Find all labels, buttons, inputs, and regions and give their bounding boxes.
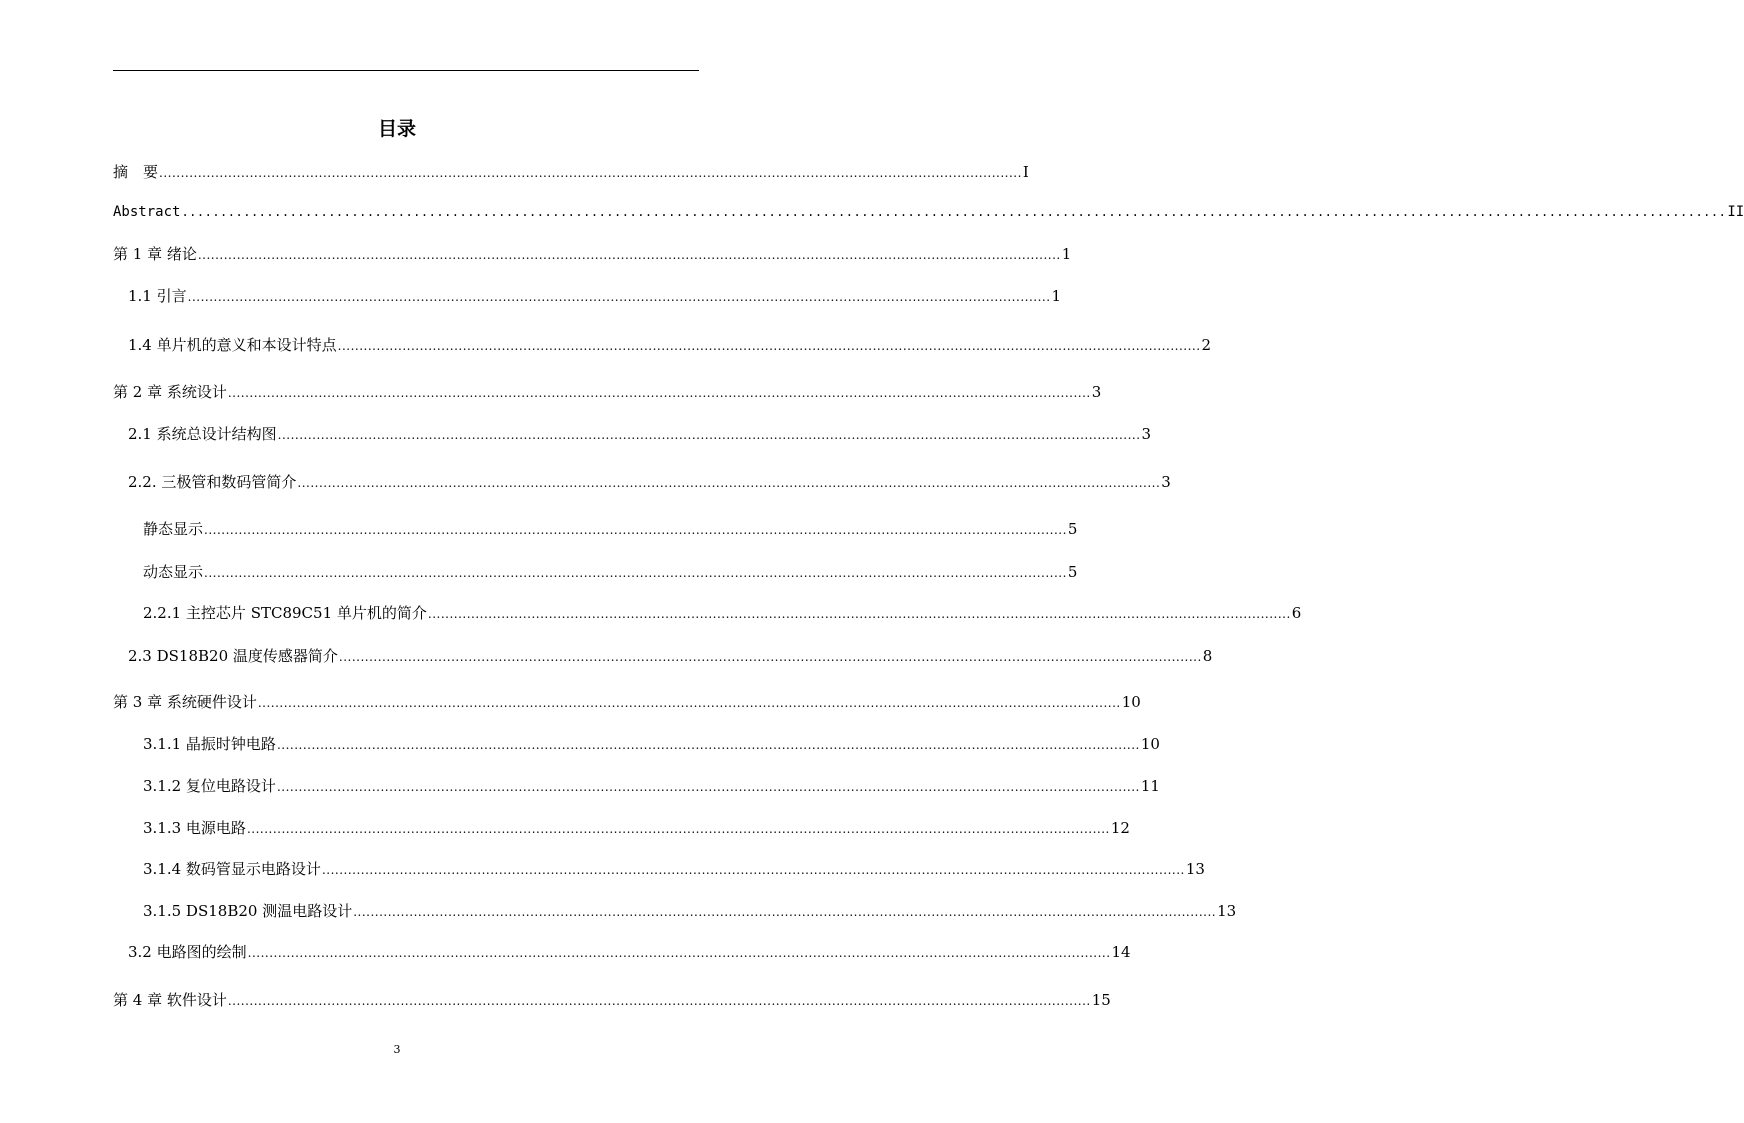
toc-entry-label: 动态显示 <box>143 563 204 581</box>
toc-entry-page: II <box>1727 204 1744 220</box>
toc-entry[interactable] <box>143 817 1130 839</box>
toc-entry[interactable] <box>113 243 1072 265</box>
toc-entry[interactable] <box>128 334 1212 356</box>
toc-entry-label: 2.3 DS18B20 温度传感器简介 <box>128 647 338 665</box>
toc-leader-dots: ........................................................................................................................................................................................................ <box>338 650 1202 664</box>
toc-entry[interactable] <box>128 471 1171 493</box>
toc-entry[interactable] <box>143 733 1160 755</box>
toc-leader-dots: ........................................................................................................................................................................................................ <box>427 607 1291 621</box>
toc-leader-dots: ........................................................................................................................................................................................................ <box>277 428 1141 442</box>
toc-entry-page: 14 <box>1111 943 1131 961</box>
toc-leader-dots: ........................................................................................................................................................................................................ <box>321 863 1185 877</box>
toc-entry-label: 2.2.1 主控芯片 STC89C51 单片机的简介 <box>143 604 427 622</box>
toc-entry[interactable] <box>143 518 1078 540</box>
toc-entry-page: 13 <box>1217 902 1237 920</box>
toc-entry-label: 3.2 电路图的绘制 <box>128 943 247 961</box>
toc-entry-label: 3.1.3 电源电路 <box>143 819 246 837</box>
toc-entry[interactable] <box>113 201 1744 223</box>
toc-leader-dots: ........................................................................................................................................................................................................ <box>204 523 1067 537</box>
toc-entry-label: 3.1.4 数码管显示电路设计 <box>143 860 321 878</box>
toc-entry[interactable] <box>143 775 1160 797</box>
toc-entry[interactable] <box>128 285 1062 307</box>
toc-entry-page: 13 <box>1185 860 1205 878</box>
toc-entry-page: 3 <box>1141 425 1152 443</box>
toc-entry-page: 10 <box>1140 735 1160 753</box>
toc-entry-label: 3.1.2 复位电路设计 <box>143 777 276 795</box>
toc-entry-label: 摘 要 <box>113 163 159 181</box>
toc-entry-page: 3 <box>1091 383 1102 401</box>
toc-entry-label: 第 1 章 绪论 <box>113 245 197 263</box>
toc-leader-dots: ........................................................................................................................................................................................................ <box>257 696 1121 710</box>
toc-entry[interactable] <box>128 941 1131 963</box>
toc-leader-dots: ........................................................................................................................................................................................................ <box>159 166 1022 180</box>
toc-leader-dots: ........................................................................................................................................................................................................ <box>276 738 1140 752</box>
toc-entry[interactable] <box>128 423 1152 445</box>
page-number: 3 <box>393 1043 401 1056</box>
toc-leader-dots: ........................................................................................................................................................................................................ <box>337 339 1201 353</box>
toc-entry[interactable] <box>113 989 1111 1011</box>
toc-entry-page: I <box>1022 163 1029 181</box>
toc-entry[interactable] <box>143 561 1078 583</box>
toc-entry-page: 1 <box>1051 287 1062 305</box>
toc-entry-page: 15 <box>1091 991 1111 1009</box>
toc-entry-page: 1 <box>1061 245 1072 263</box>
toc-entry[interactable] <box>113 161 1029 183</box>
toc-entry-label: 第 2 章 系统设计 <box>113 383 227 401</box>
toc-entry-label: 静态显示 <box>143 520 204 538</box>
toc-leader-dots: ........................................................................................................................................................................................................ <box>181 205 1727 219</box>
toc-entry-label: 2.2. 三极管和数码管简介 <box>128 473 297 491</box>
toc-leader-dots: ........................................................................................................................................................................................................ <box>276 780 1140 794</box>
toc-entry-label: 2.1 系统总设计结构图 <box>128 425 277 443</box>
toc-entry-page: 5 <box>1067 563 1078 581</box>
toc-entry[interactable] <box>113 381 1102 403</box>
toc-entry[interactable] <box>143 602 1302 624</box>
toc-entry-page: 11 <box>1140 777 1160 795</box>
toc-entry-label: Abstract <box>113 204 181 220</box>
toc-leader-dots: ........................................................................................................................................................................................................ <box>247 946 1111 960</box>
toc-entry[interactable] <box>143 900 1237 922</box>
toc-entry-label: 1.1 引言 <box>128 287 187 305</box>
toc-entry-page: 5 <box>1067 520 1078 538</box>
toc-entry-label: 第 3 章 系统硬件设计 <box>113 693 257 711</box>
toc-leader-dots: ........................................................................................................................................................................................................ <box>187 290 1051 304</box>
toc-entry-page: 8 <box>1202 647 1213 665</box>
toc-leader-dots: ........................................................................................................................................................................................................ <box>353 905 1217 919</box>
toc-leader-dots: ........................................................................................................................................................................................................ <box>204 566 1067 580</box>
toc-entry-page: 2 <box>1201 336 1212 354</box>
toc-entry[interactable] <box>128 645 1213 667</box>
toc-entry-label: 1.4 单片机的意义和本设计特点 <box>128 336 337 354</box>
toc-leader-dots: ........................................................................................................................................................................................................ <box>227 386 1091 400</box>
toc-entry-label: 3.1.1 晶振时钟电路 <box>143 735 276 753</box>
toc-entry[interactable] <box>143 858 1205 880</box>
toc-entry-label: 3.1.5 DS18B20 测温电路设计 <box>143 902 353 920</box>
toc-leader-dots: ........................................................................................................................................................................................................ <box>297 476 1161 490</box>
toc-leader-dots: ........................................................................................................................................................................................................ <box>227 994 1091 1008</box>
toc-entry-label: 第 4 章 软件设计 <box>113 991 227 1009</box>
toc-entry-page: 12 <box>1110 819 1130 837</box>
toc-entry[interactable] <box>113 691 1141 713</box>
toc-leader-dots: ........................................................................................................................................................................................................ <box>246 822 1110 836</box>
toc-leader-dots: ........................................................................................................................................................................................................ <box>197 248 1061 262</box>
toc-title: 目录 <box>377 118 416 140</box>
toc-entry-page: 6 <box>1291 604 1302 622</box>
toc-entry-page: 10 <box>1121 693 1141 711</box>
toc-entry-page: 3 <box>1161 473 1171 491</box>
